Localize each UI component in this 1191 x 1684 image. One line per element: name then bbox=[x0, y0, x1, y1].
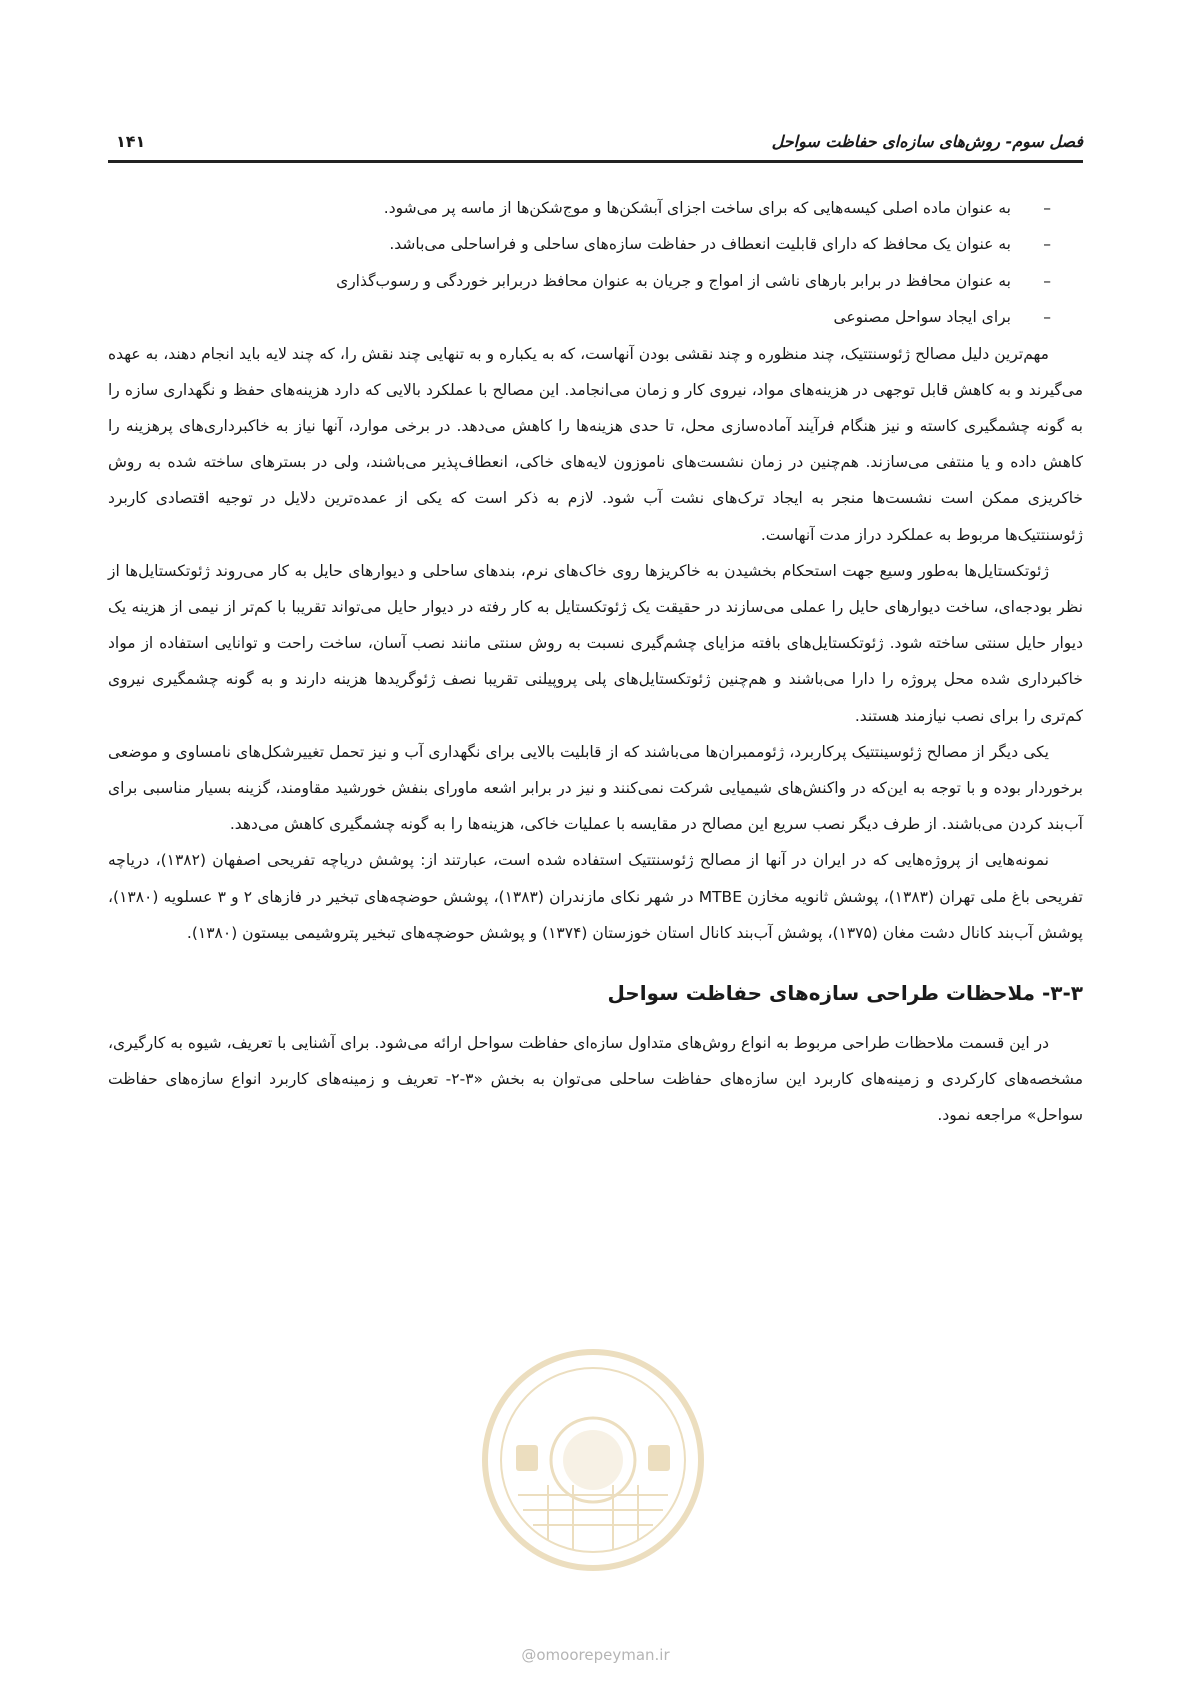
bullet-item: – برای ایجاد سواحل مصنوعی bbox=[108, 299, 1083, 335]
seal-watermark-icon bbox=[478, 1345, 708, 1575]
watermark-site: @omoorepeyman.ir bbox=[521, 1646, 670, 1664]
chapter-title: فصل سوم- روش‌های سازه‌ای حفاظت سواحل bbox=[771, 132, 1083, 151]
paragraph: یکی دیگر از مصالح ژئوسینتتیک پرکاربرد، ژئوممبران‌ها می‌باشند که از قابلیت بالایی برای نگهداری آب و نیز تحمل تغییرشکل‌های نامساوی و موضعی برخوردار بوده و با توجه به این‌که در واکنش‌های شیمیایی شرکت نمی‌کنند و نیز در برابر اشعه ماورای بنفش خورشید مقاومند، گزینه بسیار مناسبی برای آب‌بند کردن می‌باشند. از طرف دیگر نصب سریع این مصالح در مقایسه با عملیات خاکی، هزینه‌ها را به گونه چشمگیری کاهش می‌دهد. bbox=[108, 742, 1083, 834]
bullet-item: – به عنوان محافظ در برابر بارهای ناشی از امواج و جریان به عنوان محافظ دربرابر خوردگی و رسوب‌گذاری bbox=[108, 263, 1083, 299]
page-header bbox=[108, 126, 1083, 163]
bullet-list bbox=[108, 190, 1083, 336]
paragraph: نمونه‌هایی از پروژه‌هایی که در ایران در آنها از مصالح ژئوسنتتیک استفاده شده است، عبارتند از: پوشش دریاچه تفریحی اصفهان (۱۳۸۲)، دریاچه تفریحی باغ ملی تهران (۱۳۸۳)، پوشش ثانویه مخازن MTBE در شهر نکای مازندران (۱۳۸۳)، پوشش حوضچه‌های تبخیر در فازهای ۲ و ۳ عسلویه (۱۳۸۰)، پوشش آب‌بند کانال دشت مغان (۱۳۷۵)، پوشش آب‌بند کانال استان خوزستان (۱۳۷۴) و پوشش حوضچه‌های تبخیر پتروشیمی بیستون (۱۳۸۰). bbox=[108, 851, 1083, 942]
section-heading: ۳-۳- ملاحظات طراحی سازه‌های حفاظت سواحل bbox=[607, 981, 1083, 1006]
paragraph: مهم‌ترین دلیل مصالح ژئوسنتتیک، چند منظوره و چند نقشی بودن آنهاست، که به یکباره و به تنهایی چند نقش را، که چند لایه باید انجام دهند، به عهده می‌گیرند و به کاهش قابل توجهی در هزینه‌های مواد، نیروی کار و زمان می‌انجامد. این مصالح با عملکرد بالایی که دارد هزینه‌های حفظ و نگهداری سازه را به گونه چشمگیری کاسته و نیز هنگام فرآیند آماده‌سازی محل، تا حدی هزینه‌ها را کاهش می‌دهد. در برخی موارد، آنها نیاز به خاکبرداری‌های پرهزینه را کاهش داده و یا منتفی می‌سازند. هم‌چنین در زمان نشست‌های ناموزون لایه‌های خاکی، انعطاف‌پذیر می‌باشند، ولی در بسترهای ساخته شده به روش خاکریزی ممکن است نشست‌ها منجر به ایجاد ترک‌های نشت آب شود. لازم به ذکر است که یکی از عمده‌ترین دلایل در توجیه اقتصادی کاربرد ژئوسنتتیک‌ها مربوط به عملکرد دراز مدت آنهاست. bbox=[108, 344, 1083, 544]
section-paragraph: در این قسمت ملاحظات طراحی مربوط به انواع روش‌های متداول سازه‌ای حفاظت سواحل ارائه می‌شود. برای آشنایی با تعریف، شیوه به کارگیری، مشخصه‌های کارکردی و زمینه‌های کاربرد این سازه‌های حفاظت ساحلی می‌توان به بخش «۳-۲- تعریف و زمینه‌های کاربرد انواع سازه‌های حفاظت سواحل» مراجعه نمود. bbox=[108, 1034, 1084, 1125]
bullet-item: – به عنوان ماده اصلی کیسه‌هایی که برای ساخت اجزای آبشکن‌ها و موج‌شکن‌ها از ماسه پر می‌شود. bbox=[108, 190, 1083, 226]
paragraph: ژئوتکستایل‌ها به‌طور وسیع جهت استحکام بخشیدن به خاکریزها روی خاک‌های نرم، بندهای ساحلی و دیوارهای حایل به کار می‌روند ژئوتکستایل‌ها از نظر بودجه‌ای، ساخت دیوارهای حایل را عملی می‌سازند در حقیقت یک ژئوتکستایل به کار رفته در دیوار حایل می‌تواند تقریبا با کم‌تر از نیمی از هزینه یک دیوار حایل سنتی ساخته شود. ژئوتکستایل‌های بافته مزایای چشم‌گیری نسبت به روش سنتی مانند نصب آسان، ساخت راحت و توانایی استفاده از مواد خاکبرداری شده محل پروژه را دارا می‌باشند و هم‌چنین ژئوتکستایل‌های پلی پروپیلنی تقریبا نصف ژئوگریدها هزینه دارند و به گونه چشمگیری نیروی کم‌تری را برای نصب نیازمند هستند. bbox=[108, 561, 1083, 725]
page-number: ۱۴۱ bbox=[116, 132, 146, 151]
page-body bbox=[108, 190, 1083, 1134]
bullet-item: – به عنوان یک محافظ که دارای قابلیت انعطاف در حفاظت سازه‌های ساحلی و فراساحلی می‌باشد. bbox=[108, 226, 1083, 262]
